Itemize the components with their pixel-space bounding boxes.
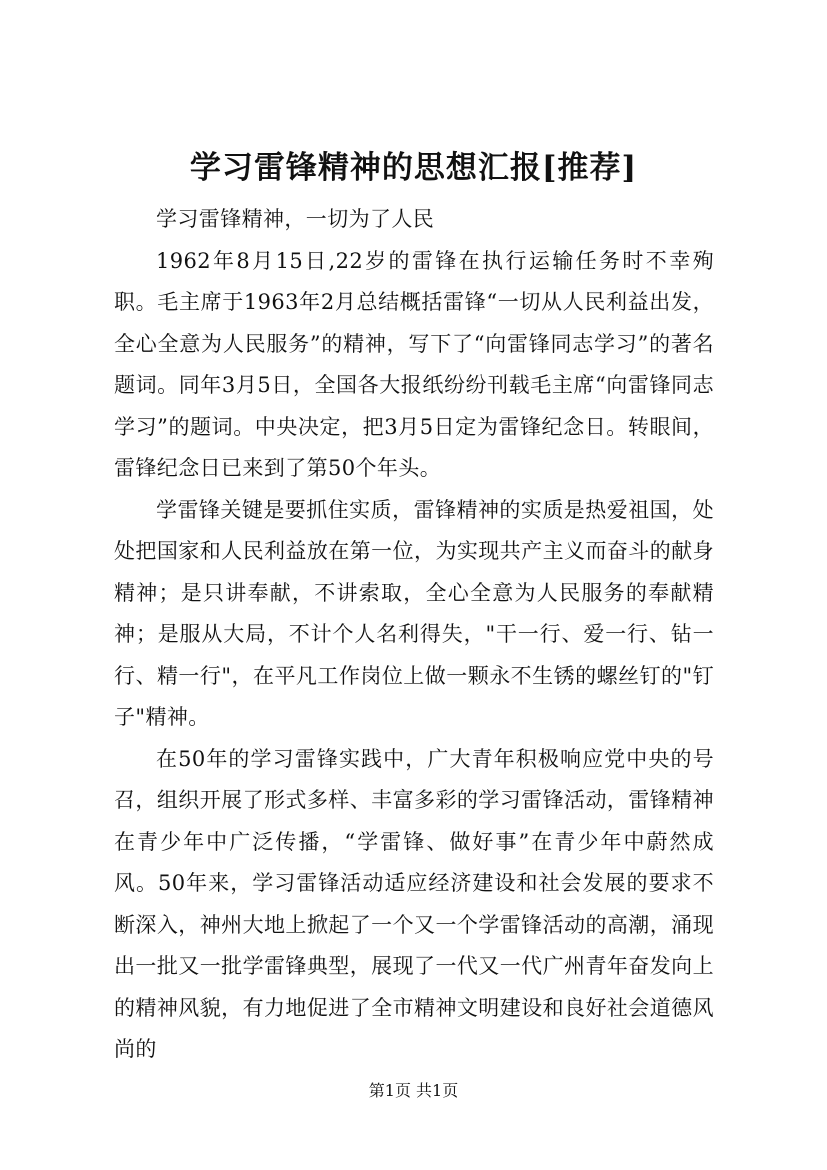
document-body xyxy=(114,199,714,1071)
document-title: 学习雷锋精神的思想汇报[推荐] xyxy=(189,150,638,186)
paragraph-subtitle: 学习雷锋精神，一切为了人民 xyxy=(156,207,435,231)
paragraph-practice: 在50年的学习雷锋实践中，广大青年积极响应党中央的号召，组织开展了形式多样、丰富多彩的学习雷锋活动，雷锋精神在青少年中广泛传播，“学雷锋、做好事”在青少年中蔚然成风。50年来，学习雷锋活动适应经济建设和社会发展的要求不断深入，神州大地上掀起了一个又一个学雷锋活动的高潮，涌现出一批又一批学雷锋典型，展现了一代又一代广州青年奋发向上的精神风貌，有力地促进了全市精神文明建设和良好社会道德风尚的 xyxy=(114,746,714,1061)
paragraph-history: 1962年8月15日,22岁的雷锋在执行运输任务时不幸殉职。毛主席于1963年2月总结概括雷锋“一切从人民利益出发，全心全意为人民服务”的精神，写下了“向雷锋同志学习”的著名题词。同年3月5日，全国各大报纸纷纷刊载毛主席“向雷锋同志学习”的题词。中央决定，把3月5日定为雷锋纪念日。转眼间，雷锋纪念日已来到了第50个年头。 xyxy=(114,248,714,480)
page-footer: 第1页 共1页 xyxy=(368,1081,459,1100)
paragraph-essence: 学雷锋关键是要抓住实质，雷锋精神的实质是热爱祖国，处处把国家和人民利益放在第一位，为实现共产主义而奋斗的献身精神；是只讲奉献，不讲索取，全心全意为人民服务的奉献精神；是服从大局，不计个人名利得失，"干一行、爱一行、钻一行、精一行"，在平凡工作岗位上做一颗永不生锈的螺丝钉的"钉子"精神。 xyxy=(114,497,714,729)
